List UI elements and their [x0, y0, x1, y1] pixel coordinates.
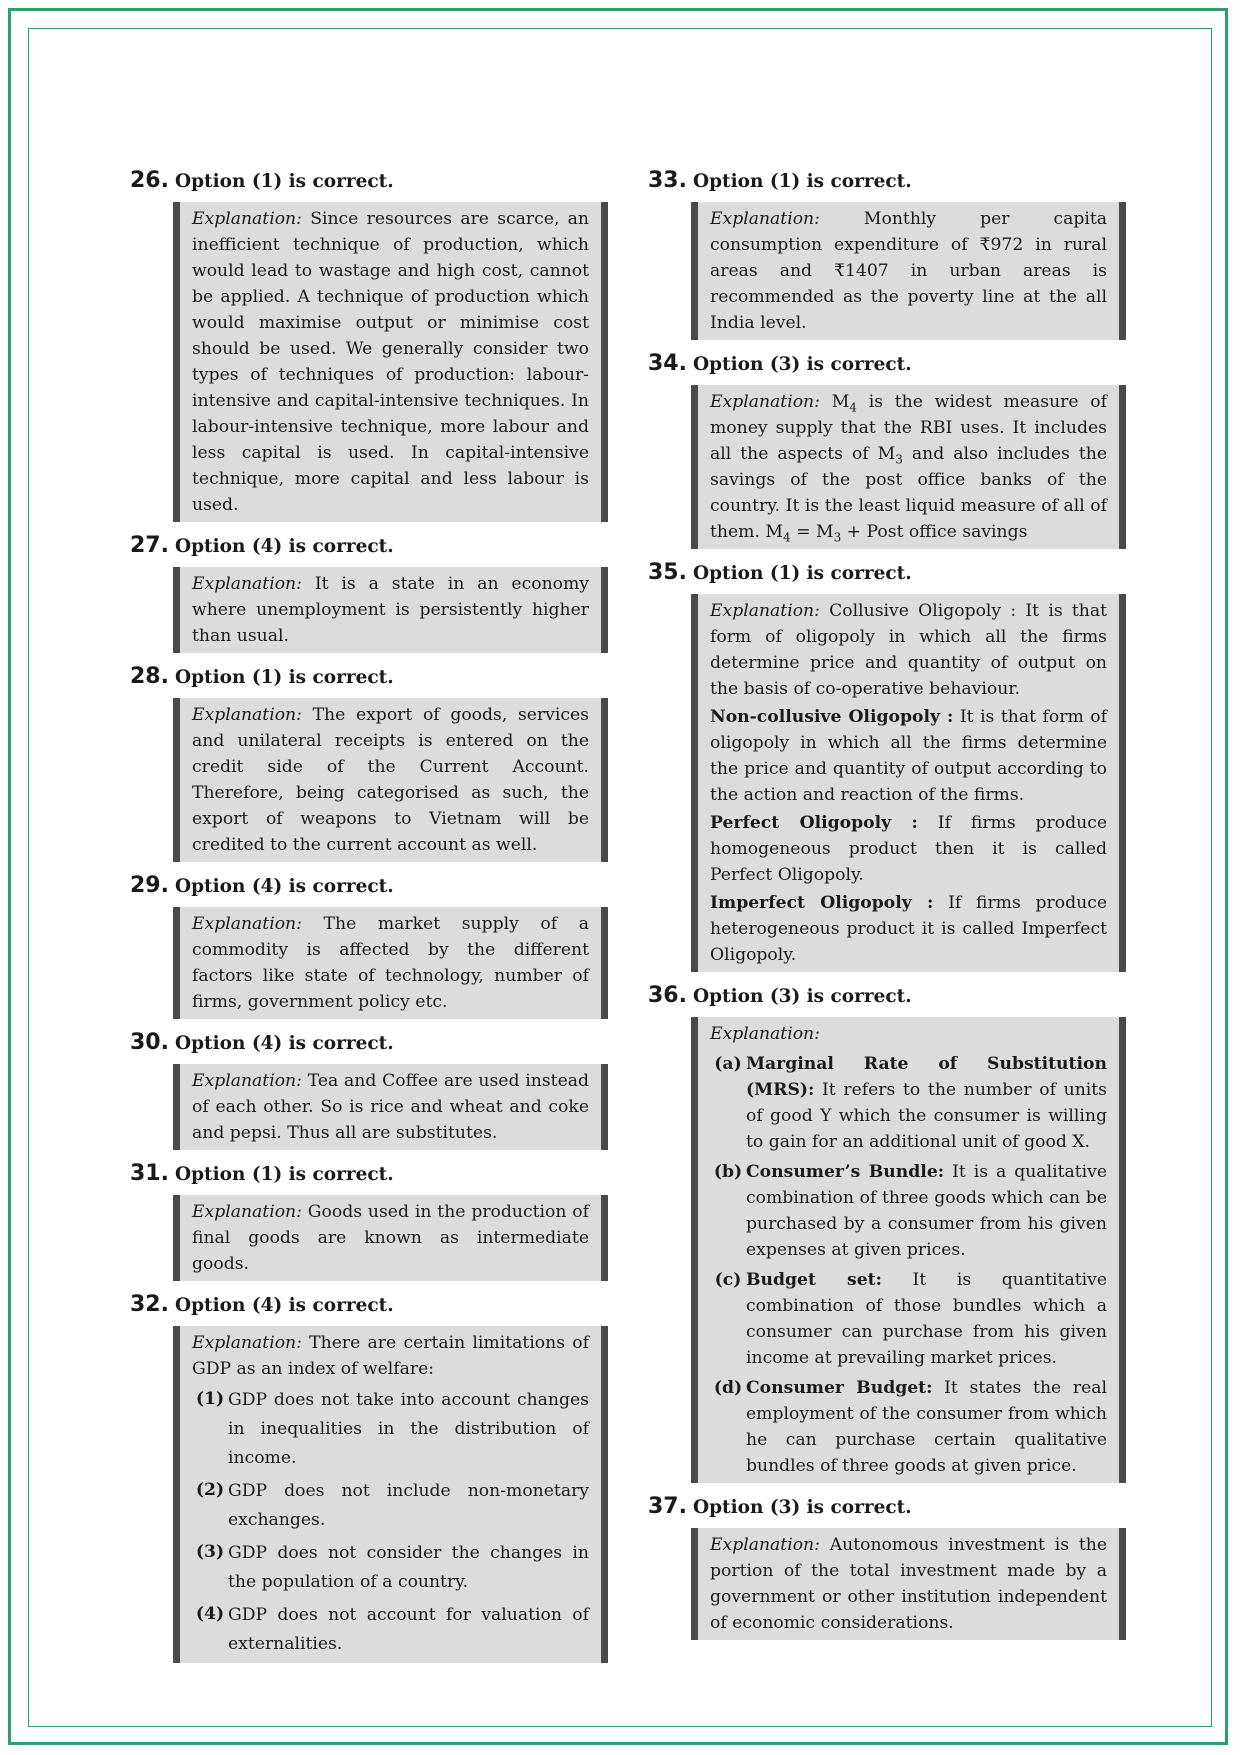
- question-number: 28.: [130, 664, 169, 689]
- explanation-label: Explanation:: [192, 1202, 302, 1222]
- paragraph: [710, 810, 1107, 888]
- explanation-text: Monthly per capita consumption expenditure of ₹972 in rural areas and ₹1407 in urban areas is recommended as the poverty line at the all India level.: [710, 209, 1107, 333]
- list-item-text: Consumer’s Bundle: It is a qualitative combination of three goods which can be purchased by a consumer from his given expenses at given prices.: [746, 1162, 1108, 1260]
- question-28: [130, 664, 608, 862]
- question-29-header: [130, 873, 608, 900]
- limitations-list: [192, 1386, 589, 1659]
- explanation-text: The export of goods, services and unilateral receipts is entered on the credit side of the Current Account. Therefore, being categorised as such, the export of weapons to Vietnam will be credited to the current account as well.: [192, 705, 589, 855]
- explanation-label: Explanation:: [710, 209, 820, 229]
- question-number: 36.: [648, 983, 687, 1008]
- list-marker: (b): [713, 1162, 743, 1182]
- explanation-box: [173, 202, 608, 522]
- explanation-label: Explanation:: [192, 574, 302, 594]
- paragraph: [710, 890, 1107, 968]
- question-27: [130, 533, 608, 653]
- question-30-header: [130, 1030, 608, 1057]
- question-37-header: [648, 1494, 1126, 1521]
- answer-option: Option (1) is correct.: [174, 667, 394, 688]
- explanation-text: + Post office savings: [841, 522, 1028, 542]
- answer-option: Option (1) is correct.: [692, 563, 912, 584]
- answer-option: Option (1) is correct.: [692, 171, 912, 192]
- explanation-text: Collusive Oligopoly : It is that form of oligopoly in which all the firms determine price and quantity of output on the basis of co-operative behaviour.: [710, 601, 1107, 699]
- term-heading: Imperfect Oligopoly :: [710, 893, 934, 913]
- list-item-text: GDP does not consider the changes in the population of a country.: [228, 1543, 589, 1592]
- m3-symbol: $M_3$: [815, 522, 842, 545]
- explanation-text: Autonomous investment is the portion of the total investment made by a government or other institution independent of economic considerations.: [710, 1535, 1107, 1633]
- list-marker: (1): [195, 1389, 225, 1409]
- question-37: [648, 1494, 1126, 1640]
- explanation-label: Explanation:: [192, 914, 302, 934]
- list-item-text: Budget set: It is quantitative combination of those bundles which a consumer can purchase from his given income at prevailing market prices.: [746, 1270, 1107, 1368]
- explanation-box: [173, 907, 608, 1019]
- question-33: [648, 168, 1126, 340]
- explanation-text: and also includes the savings of the post office banks of the country. It is the least liquid measure of all of them.: [710, 444, 1107, 542]
- explanation-box: [173, 1326, 608, 1663]
- answer-option: Option (4) is correct.: [174, 1295, 394, 1316]
- explanation-box: [691, 385, 1126, 549]
- answer-option: Option (1) is correct.: [174, 1164, 394, 1185]
- list-item-text: GDP does not account for valuation of externalities.: [228, 1605, 589, 1654]
- explanation-box: [691, 594, 1126, 972]
- definitions-list: [710, 1051, 1107, 1479]
- question-number: 35.: [648, 560, 687, 585]
- explanation-label: Explanation:: [710, 392, 820, 412]
- question-34: [648, 351, 1126, 549]
- explanation-box: [173, 567, 608, 653]
- question-32-header: [130, 1292, 608, 1319]
- paragraph: [710, 704, 1107, 808]
- paragraph-text: It is that form of oligopoly in which all the firms determine the price and quantity of output according to the action and reaction of the firms.: [710, 707, 1107, 805]
- question-32: [130, 1292, 608, 1663]
- question-number: 31.: [130, 1161, 169, 1186]
- explanation-text: Since resources are scarce, an inefficient technique of production, which would lead to wastage and high cost, cannot be applied. A technique of production which would maximise output or minimise cost should be used. We generally consider two types of techniques of production: labour-intensive and capital-intensive techniques. In labour-intensive technique, more labour and less capital is used. In capital-intensive technique, more capital and less labour is used.: [192, 209, 589, 515]
- question-number: 27.: [130, 533, 169, 558]
- question-28-header: [130, 664, 608, 691]
- explanation-text: Tea and Coffee are used instead of each other. So is rice and wheat and coke and pepsi. Thus all are substitutes.: [192, 1071, 589, 1143]
- question-27-header: [130, 533, 608, 560]
- equals-sign: =: [790, 522, 816, 542]
- paragraph-text: If firms produce homogeneous product then it is called Perfect Oligopoly.: [710, 813, 1107, 885]
- list-item: [192, 1477, 589, 1535]
- list-item-text: GDP does not take into account changes in inequalities in the distribution of income.: [228, 1390, 589, 1468]
- explanation-label: Explanation:: [192, 1071, 302, 1091]
- list-item-text: Marginal Rate of Substitution (MRS): It refers to the number of units of good Y which the consumer is willing to gain for an additional unit of good X.: [746, 1054, 1107, 1152]
- question-26: [130, 168, 608, 522]
- answer-option: Option (3) is correct.: [692, 354, 912, 375]
- question-26-header: [130, 168, 608, 195]
- answer-option: Option (4) is correct.: [174, 536, 394, 557]
- question-31-header: [130, 1161, 608, 1188]
- question-number: 34.: [648, 351, 687, 376]
- explanation-box: [173, 698, 608, 862]
- question-number: 33.: [648, 168, 687, 193]
- question-33-header: [648, 168, 1126, 195]
- question-34-header: [648, 351, 1126, 378]
- list-marker: (c): [714, 1270, 742, 1290]
- question-31: [130, 1161, 608, 1281]
- explanation-label: Explanation:: [710, 1535, 820, 1555]
- question-35-header: [648, 560, 1126, 587]
- question-35: [648, 560, 1126, 972]
- question-number: 29.: [130, 873, 169, 898]
- explanation-text: is the widest measure of money supply that the RBI uses. It includes all the aspects of: [710, 392, 1107, 464]
- list-item: [710, 1375, 1107, 1479]
- question-36: [648, 983, 1126, 1483]
- list-item: [192, 1601, 589, 1659]
- explanation-label: Explanation:: [192, 209, 302, 229]
- explanation-label: Explanation:: [710, 601, 820, 621]
- explanation-text: The market supply of a commodity is affected by the different factors like state of technology, number of firms, government policy etc.: [192, 914, 589, 1012]
- question-number: 26.: [130, 168, 169, 193]
- answer-option: Option (3) is correct.: [692, 986, 912, 1007]
- explanation-text: Goods used in the production of final goods are known as intermediate goods.: [192, 1202, 589, 1274]
- term-heading: Non-collusive Oligopoly :: [710, 707, 954, 727]
- list-marker: (2): [195, 1480, 225, 1500]
- paragraph-text: If firms produce heterogeneous product it is called Imperfect Oligopoly.: [710, 893, 1107, 965]
- right-column: [648, 168, 1126, 1651]
- list-marker: (d): [713, 1378, 743, 1398]
- m3-symbol: $M_3$: [877, 444, 903, 467]
- list-marker: (3): [195, 1542, 225, 1562]
- explanation-text: There are certain limitations of GDP as an index of welfare:: [192, 1333, 589, 1379]
- question-30: [130, 1030, 608, 1150]
- question-number: 32.: [130, 1292, 169, 1317]
- answer-option: Option (1) is correct.: [174, 171, 394, 192]
- explanation-box: [173, 1064, 608, 1150]
- question-29: [130, 873, 608, 1019]
- list-item-text: Consumer Budget: It states the real employment of the consumer from which he can purchase certain qualitative bundles of three goods at given price.: [746, 1378, 1107, 1476]
- explanation-box: [173, 1195, 608, 1281]
- left-column: [130, 168, 608, 1674]
- explanation-label: Explanation:: [192, 705, 302, 725]
- explanation-box: [691, 1528, 1126, 1640]
- question-number: 37.: [648, 1494, 687, 1519]
- list-item-text: GDP does not include non-monetary exchanges.: [228, 1481, 589, 1530]
- answer-option: Option (4) is correct.: [174, 1033, 394, 1054]
- m4-symbol: $M_4$: [831, 392, 857, 415]
- list-item: [710, 1267, 1107, 1371]
- list-marker: (a): [714, 1054, 742, 1074]
- term-heading: Perfect Oligopoly :: [710, 813, 918, 833]
- list-item: [710, 1051, 1107, 1155]
- question-number: 30.: [130, 1030, 169, 1055]
- answer-option: Option (4) is correct.: [174, 876, 394, 897]
- list-marker: (4): [195, 1604, 225, 1624]
- explanation-text: It is a state in an economy where unemployment is persistently higher than usual.: [192, 574, 589, 646]
- m4-symbol: $M_4$: [765, 522, 791, 545]
- explanation-label: Explanation:: [192, 1333, 302, 1353]
- list-item: [192, 1539, 589, 1597]
- list-item: [710, 1159, 1107, 1263]
- explanation-box: [691, 202, 1126, 340]
- explanation-label: Explanation:: [710, 1024, 820, 1044]
- question-36-header: [648, 983, 1126, 1010]
- answer-option: Option (3) is correct.: [692, 1497, 912, 1518]
- list-item: [192, 1386, 589, 1473]
- explanation-box: [691, 1017, 1126, 1483]
